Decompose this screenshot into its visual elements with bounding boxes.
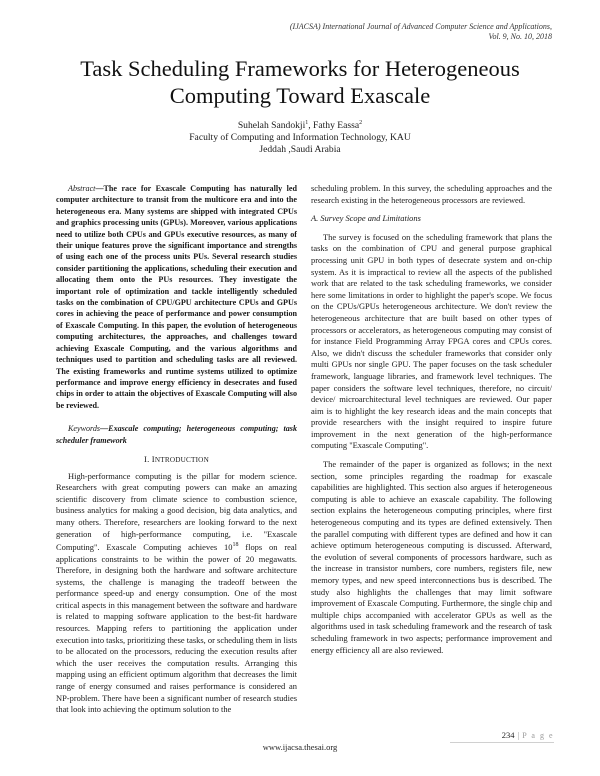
abstract-label: Abstract (68, 184, 96, 193)
affiliation: Faculty of Computing and Information Technology, KAU (189, 132, 411, 144)
section-heading-introduction (56, 454, 297, 467)
abstract (56, 183, 297, 411)
title-line-2: Computing Toward Exascale (169, 83, 431, 108)
scope-paragraph-1: The survey is focused on the scheduling framework that plans the tasks on the combination of CPU and general purpose graphical processing unit GPU in both types of desecrate system and on-chip system. As it is impractical to review all the aspects of the published work that are related to the task scheduling frameworks, we consider here some limitations in order to highlight the paper's scope. We focus on the CPUs/GPUs heterogeneous architecture. We don't review the heterogeneous architecture that are built based on other types of processors or accelerators, as heterogeneous computing may consist of for instance Field Programming Array FPGA cores and CPUs cores. Also, we didn't discuss the scheduler frameworks that consider only multi GPUs nor single GPU. The paper focuses on the task scheduler framework, language libraries, and framework level techniques. The paper considers the software level techniques, therefore, no circuit/ device/ microarchitectural level techniques are reviewed. Our paper aim is to highlight the key research ideas and the main concepts that provide researchers with the insight required to inspire future improvement in the next generation of the high-performance computing "Exascale Computing". (311, 231, 552, 451)
author-1: Suhelah Sandokji (237, 120, 306, 132)
journal-header (192, 22, 552, 42)
author-names (100, 117, 500, 132)
page-number: 234 (501, 730, 515, 740)
section-number: I. (144, 453, 150, 464)
title-line-1: Task Scheduling Frameworks for Heterogeneous (80, 56, 520, 81)
section-title-initial: I (151, 453, 155, 464)
keywords-text: —Exascale computing; heterogeneous computing; task scheduler framework (56, 424, 297, 445)
keywords (56, 423, 297, 446)
journal-name: (IJACSA) International Journal of Advanced Computer Science and Applications, (289, 22, 552, 31)
subsection-heading-scope: A. Survey Scope and Limitations (311, 213, 421, 224)
right-column (311, 183, 552, 656)
intro-exponent: 18 (232, 542, 239, 549)
scope-paragraph-2: The remainder of the paper is organized as follows; in the next section, some principles regarding the roadmap for exascale capabilities are highlighted. This section also argues if heterogeneous computing is able to achieve an exascale capability. The following section explains the heterogeneous computing principles, where first heterogeneous computing and its types are defined extensively. Then the parallel computing with different types are defined and how it can achieve optimum heterogeneous computing is discussed. Afterward, the evolution of several components of processors hardware, such as the increase in transistor numbers, core numbers, registers file, new memory types, and new speed interconnections bus is described. The study also highlights the challenges that may limit software improvement of Exascale Computing. Furthermore, the single chip and multiple chips accompanied with accelerator GPUs as well as the algorithms used in task scheduling framework and the research of task scheduling framework in two aspects; performance improvement and energy efficiency all are also reviewed. (311, 459, 552, 655)
author-2-mark: 2 (359, 120, 363, 126)
author-1-mark: 1 (305, 120, 309, 126)
journal-volume: Vol. 9, No. 10, 2018 (488, 32, 552, 41)
left-column (56, 183, 297, 716)
author-2: Fathy Eassa (313, 120, 360, 132)
paper-title (40, 55, 560, 109)
journal-url[interactable]: www.ijacsa.thesai.org (262, 742, 338, 752)
intro-text-1: High-performance computing is the pillar for modern science. Researchers with great computing powers can make an amazing scientific discovery from climate science to combustion science, business analytics for making a good decision, big data analytics, and many others. Therefore, researchers are looking forward to the next generation of high-performance computing, i.e. "Exascale Computing". Exascale Computing achieves 10 (56, 470, 297, 552)
abstract-text: —The race for Exascale Computing has naturally led computer architecture to transit from the multicore era and into the heterogeneous era. Many systems are shipped with integrated CPUs and graphics processing units (GPUs). Moreover, various applications need to utilize both CPUs and GPUs executive resources, as many of their unique features prove the significant importance and strengths of using each one of the process units PUs. Several research studies consider partitioning the applications, scheduling their execution and allocating them onto the PUs resources. They investigate the important role of optimization and tackle intelligently scheduled tasks on the combination of CPU/GPU architecture CPUs and GPUs cores in achieving the peace of performance and power consumption of Exascale Computing. In this paper, the evolution of heterogeneous computing architectures, the approaches, and challenges toward achieving Exascale Computing, and the various algorithms and techniques used to partition and scheduling tasks are all reviewed. The existing frameworks and runtime systems utilized to optimize performance and improve energy efficiency in desecrates and fused chips in order to attain the objectives of Exascale Computing will also be reviewed. (56, 184, 297, 410)
page-separator: | (517, 730, 520, 740)
location: Jeddah ,Saudi Arabia (259, 144, 341, 156)
keywords-label: Keywords (68, 424, 101, 434)
introduction-paragraph (56, 471, 297, 716)
intro-text-2: flops on real applications constraints to be within the power of 20 megawatts. Therefore, in designing both the hardware and software architecture systems, the challenge is managing the tradeoff between the performance speed-up and energy consumption. One of the most critical aspects in this management between the software and hardware is related to mapping software application to the best-fit hardware resources. Mapping refers to partitioning the application under execution into tasks, prioritizing these tasks, or scheduling them in lists to be allocated on the processors, reducing the execution results after which the user receives the computation results. Arranging this mapping using an efficient optimum algorithm that decreases the limit range of energy consumed and raises performance is considered an NP-problem. There have been a significant number of research studies that look into achieving the optimum solution to the (56, 541, 297, 715)
page-number-block (502, 730, 554, 740)
author-separator: , (308, 120, 314, 132)
section-title-rest: NTRODUCTION (154, 455, 209, 464)
author-block (100, 117, 500, 156)
introduction-continuation: scheduling problem. In this survey, the scheduling approaches and the research existing in the heterogeneous processors are reviewed. (311, 183, 552, 205)
page-label: P a g e (522, 731, 554, 740)
